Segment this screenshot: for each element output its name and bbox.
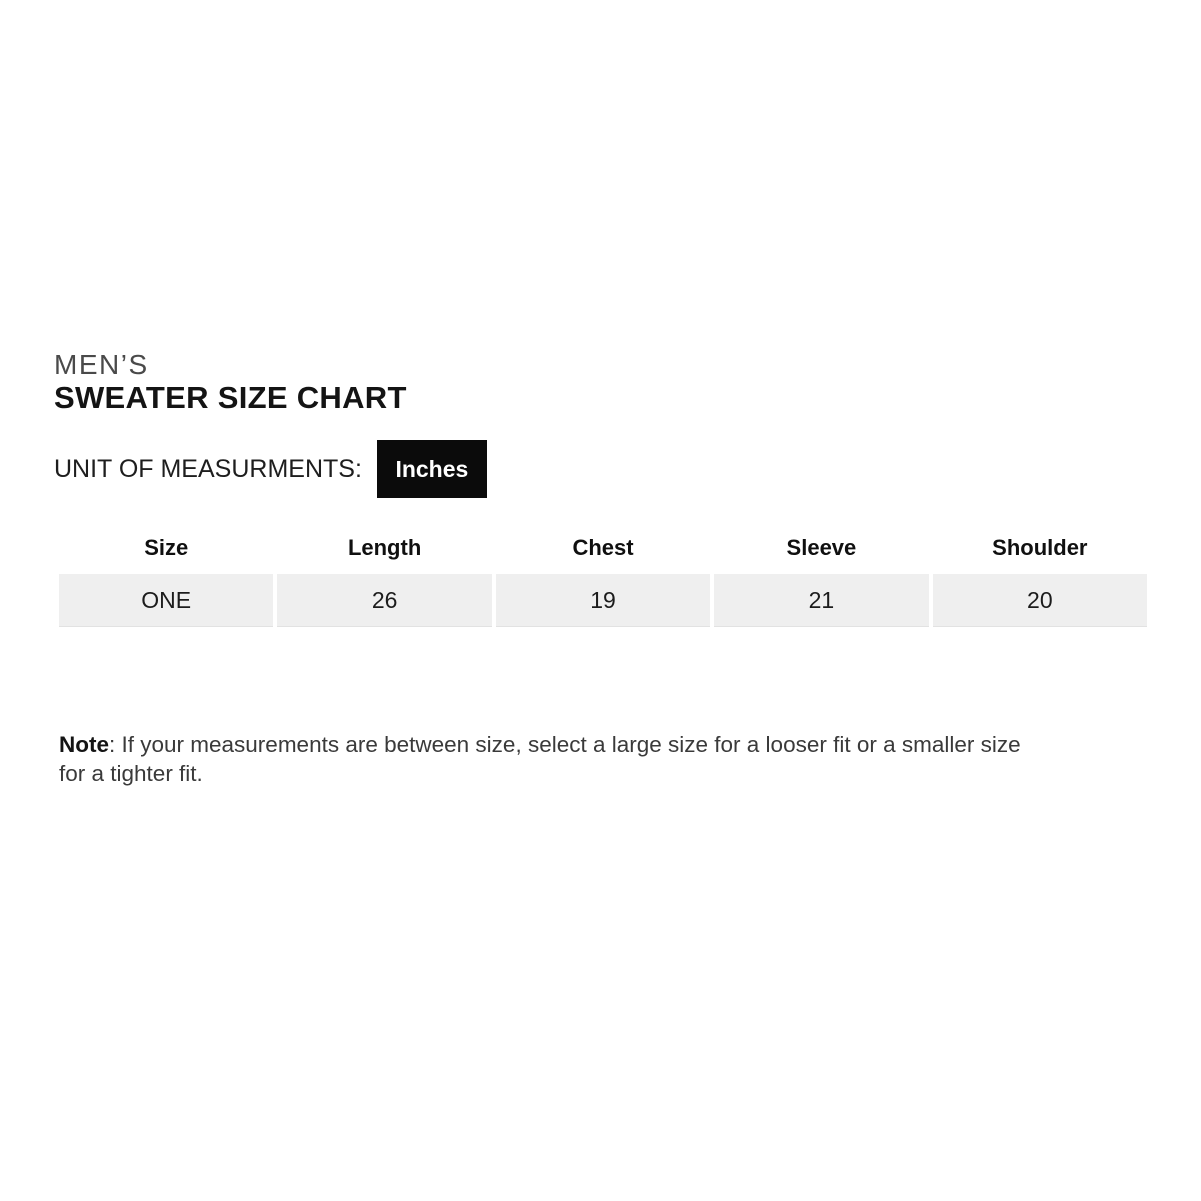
- column-header-sleeve: Sleeve: [786, 535, 857, 560]
- cell-length: 26: [277, 574, 491, 627]
- table-row: [59, 574, 1147, 627]
- unit-row: [54, 440, 487, 498]
- column-header-size: Size: [144, 535, 189, 560]
- column-header-length: Length: [347, 535, 422, 560]
- heading-block: [54, 349, 407, 414]
- cell-sleeve: 21: [714, 574, 928, 627]
- note-label: Note: [59, 732, 109, 757]
- size-table: [59, 528, 1147, 627]
- note: [59, 731, 1021, 788]
- table-header-row: [59, 528, 1147, 568]
- cell-size: ONE: [59, 574, 273, 627]
- cell-shoulder: 20: [933, 574, 1147, 627]
- category-label: MEN’S: [54, 349, 149, 380]
- note-line-1: : If your measurements are between size, select a large size for a looser fit or a smaller size: [109, 732, 1021, 757]
- note-line-2: for a tighter fit.: [59, 760, 203, 786]
- column-header-shoulder: Shoulder: [992, 535, 1088, 560]
- unit-inches-button[interactable]: Inches: [377, 440, 487, 498]
- unit-label: UNIT OF MEASURMENTS:: [54, 454, 362, 483]
- cell-chest: 19: [496, 574, 710, 627]
- column-header-chest: Chest: [572, 535, 634, 560]
- page-title: SWEATER SIZE CHART: [54, 380, 407, 415]
